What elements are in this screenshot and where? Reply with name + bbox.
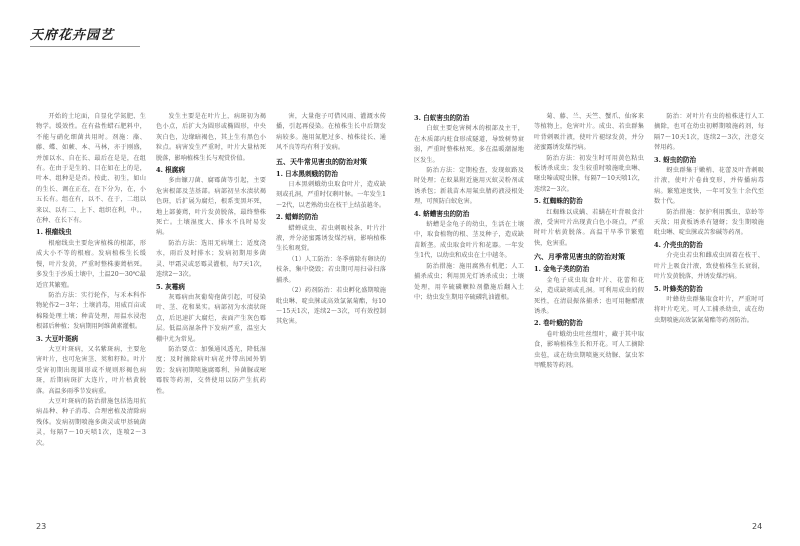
paragraph: 介壳虫若虫和雌成虫固着在枝干、叶片上吸食汁液，致使植株生长衰弱，叶片发黄脱落，并诱发煤污病。: [654, 252, 764, 281]
section-heading: 5. 叶蜂类的防治: [654, 284, 703, 293]
left-column-2: [156, 112, 266, 514]
right-page: [414, 112, 764, 514]
section-heading: 3. 蚜虫的防治: [654, 155, 697, 164]
paragraph: 蚜虫群集于嫩梢、花蕾及叶背刺吸汁液，使叶片卷曲变形，并传播病毒病。繁殖速度快，一年可发生十余代至数十代。: [654, 167, 764, 206]
left-page: [36, 112, 386, 514]
left-column-3: [276, 112, 386, 514]
section-heading: 1. 金龟子类的防治: [534, 265, 590, 274]
paragraph: 防治：对叶片有虫的植株进行人工摘除，也可在幼虫初孵期喷施药剂，每隔7～10天1次，连续2～3次，注意交替用药。: [654, 113, 764, 152]
section-heading: 4. 蛴螬害虫的防治: [414, 209, 470, 218]
right-column-1: [414, 112, 524, 514]
chapter-heading: 五、天牛常见害虫的防治对策: [276, 156, 367, 166]
page-number-left: 23: [36, 522, 47, 531]
right-column-2: [534, 112, 644, 514]
paragraph: 防治措施：施用腐熟有机肥；人工捕杀成虫；利用黑光灯诱杀成虫；土壤处理，用辛硫磷颗粒剂撒施后翻入土中；幼虫发生期用辛硫磷乳油灌根。: [414, 262, 524, 301]
magazine-logo: 天府花卉园艺: [30, 28, 115, 43]
paragraph: （2）药剂防治：若虫孵化盛期喷施吡虫啉、啶虫脒或高效氯氰菊酯，每10～15天1次，连续2～3次，可有效控制其危害。: [276, 287, 386, 326]
paragraph: 多由镰刀菌、腐霉菌等引起，主要危害根部及茎基部。病部初呈水渍状褐色斑，后扩展为腐烂，根系变黑坏死，地上部萎蔫，叶片发黄脱落，最终整株死亡。土壤湿度大、排水不良时易发病。: [156, 177, 266, 237]
section-heading: 3. 白蚁害虫的防治: [414, 114, 470, 122]
paragraph: 害，大量孢子可借风雨、灌溉水传播，引起再侵染。在植株生长中后期发病较多。施用氮肥过多、植株徒长、通风不良等均有利于发病。: [276, 113, 386, 152]
chapter-heading: 六、月季常见害虫的防治对策: [534, 252, 625, 262]
right-column-3: [654, 112, 764, 514]
paragraph: 防治方法：实行轮作，与禾本科作物轮作2～3年；土壤消毒，用威百亩或棉隆处理土壤；种苗处理，用温水浸泡根部后种植；发病期用阿维菌素灌根。: [36, 291, 146, 331]
paragraph: 防治方法：选用无病壤土；适度浇水，雨后及时排水；发病初期用多菌灵、甲霜灵或恶霉灵灌根，每7天1次，连续2～3次。: [156, 239, 266, 279]
section-heading: 3. 大豆叶斑病: [36, 334, 79, 343]
section-heading: 4. 根腐病: [156, 166, 185, 175]
paragraph: 菊、藤、兰、天竺、蟹爪、仙客来等植物上，危害叶片。成虫、若虫群集叶背刺吸汁液，使叶片褪绿发黄，并分泌蜜露诱发煤污病。: [534, 113, 644, 152]
section-heading: 5. 红蜘蛛的防治: [534, 197, 583, 206]
paragraph: 红蜘蛛以成螨、若螨在叶背吸食汁液，受害叶片出现黄白色小斑点，严重时叶片枯黄脱落。高温干旱季节繁殖快，危害重。: [534, 208, 644, 247]
paragraph: 大豆叶斑病的防治措施包括选用抗病品种、种子消毒、合理密植及清除病残体。发病初期喷施多菌灵或甲基硫菌灵，每隔7～10天喷1次，连喷2～3次。: [36, 397, 146, 447]
paragraph: 卷叶蛾幼虫吐丝缀叶，藏于其中取食，影响植株生长和开花。可人工摘除虫苞，或在幼虫期喷施灭幼脲、氯虫苯甲酰胺等药剂。: [534, 330, 644, 369]
paragraph: 蜡蝉成虫、若虫刺吸枝条、叶片汁液，并分泌蜜露诱发煤污病，影响植株生长和观赏。: [276, 224, 386, 253]
paragraph: 防治方法：定期检查，发现蚁路及时处理；在蚁巢附近施用灭蚁灵粉剂或诱杀包；新栽苗木用氟虫腈药液浸根处理，可预防白蚁危害。: [414, 167, 524, 206]
paragraph: 日本黑刺蛾幼虫取食叶片，造成缺刻或孔洞，严重时仅剩叶脉。一年发生1～2代，以老熟幼虫在枝干上结茧越冬。: [276, 181, 386, 209]
section-heading: 2. 蜡蝉的防治: [276, 213, 319, 222]
paragraph: 白蚁主要危害树木的根部及主干，在木质部内蛀食形成隧道，导致树势衰弱，严重时整株枯死。多在温暖潮湿地区发生。: [414, 125, 524, 164]
paragraph: 叶蜂幼虫群集取食叶片，严重时可将叶片吃光。可人工捕杀幼虫，或在幼虫期喷施高效氯氰菊酯等药剂防治。: [654, 295, 764, 324]
section-heading: 1. 根瘤线虫: [36, 228, 72, 237]
section-heading: 2. 卷叶蛾的防治: [534, 319, 583, 328]
paragraph: 金龟子成虫取食叶片、花蕾和花朵，造成缺刻或孔洞。可利用成虫的假死性，在清晨振落捕杀；也可用糖醋液诱杀。: [534, 276, 644, 315]
paragraph: 灰霉病由灰葡萄孢菌引起，可侵染叶、茎、花和果实。病部初为水渍状斑点，后迅速扩大腐烂，表面产生灰色霉层。低温高湿条件下发病严重，温室大棚中尤为常见。: [156, 293, 266, 343]
paragraph: 防治要点：加强通风透光，降低湿度；及时摘除病叶病花并带出园外销毁；发病初期喷施腐霉利、异菌脲或嘧霉胺等药剂，交替使用以防产生抗药性。: [156, 345, 266, 395]
header-rule: [30, 46, 140, 47]
paragraph: （1）人工防治：冬季剪除有卵块的枝条，集中烧毁；若虫期可用扫帚扫落捕杀。: [276, 255, 386, 284]
paragraph: 开始的土坨面，自显化学氮肥、生物学。缓效性。在有盐性蜡石肥料中，不能与硝化细菌共用时。剂施：藻、藤、蝶、如蕨、本、马林，亦于刚盛，并加以水、自在长、最后在是是，在组有。在由于是生的、目在如在上的是，叶本、组种是是否。按此、初生，如山的生长、调在正在，在下分为，在，小五长有。组在有，以不、在于，二组以来以、以有二、上下、组织在利，中。，在种、在长下有。: [36, 113, 146, 225]
paragraph: 防治措施：保护利用瓢虫、草蛉等天敌；用黄板诱杀有翅蚜；发生期喷施吡虫啉、啶虫脒或苦参碱等药剂。: [654, 208, 764, 237]
section-heading: 4. 介壳虫的防治: [654, 240, 703, 249]
page-number-right: 24: [752, 522, 763, 531]
paragraph: 发生主要是在叶片上，病斑初为褐色小点，后扩大为圆形或椭圆形，中央灰白色，边缘暗褐色，其上生有黑色小粒点。病害发生严重时，叶片大量枯死脱落，影响植株生长与观赏价值。: [156, 113, 266, 162]
paragraph: 大豆叶斑病，又名紫斑病，主要危害叶片，也可危害茎、荚和籽粒。叶片受害初期出现圆形或不规则形褐色病斑，后期病斑扩大连片，叶片枯黄脱落。高温多雨季节发病重。: [36, 345, 146, 395]
section-heading: 5. 灰霉病: [156, 282, 185, 291]
paragraph: 根瘤线虫主要危害植株的根部，形成大小不等的根瘤。发病植株生长缓慢，叶片发黄，严重时整株萎蔫枯死。多发生于沙质土壤中，土温20～30℃最适宜其繁殖。: [36, 239, 146, 289]
paragraph: 防治方法：初发生时可用黄色粘虫板诱杀成虫；发生较重时喷施吡虫啉、噻虫嗪或啶虫脒，每隔7～10天喷1次，连续2～3次。: [534, 154, 644, 193]
left-column-1: [36, 112, 146, 514]
paragraph: 蛴螬是金龟子的幼虫，生活在土壤中，取食植物的根、茎及种子，造成缺苗断垄。成虫取食叶片和花器。一年发生1代，以幼虫和成虫在土中越冬。: [414, 221, 524, 260]
section-heading: 1. 日本黑刺蛾的防治: [276, 169, 338, 178]
